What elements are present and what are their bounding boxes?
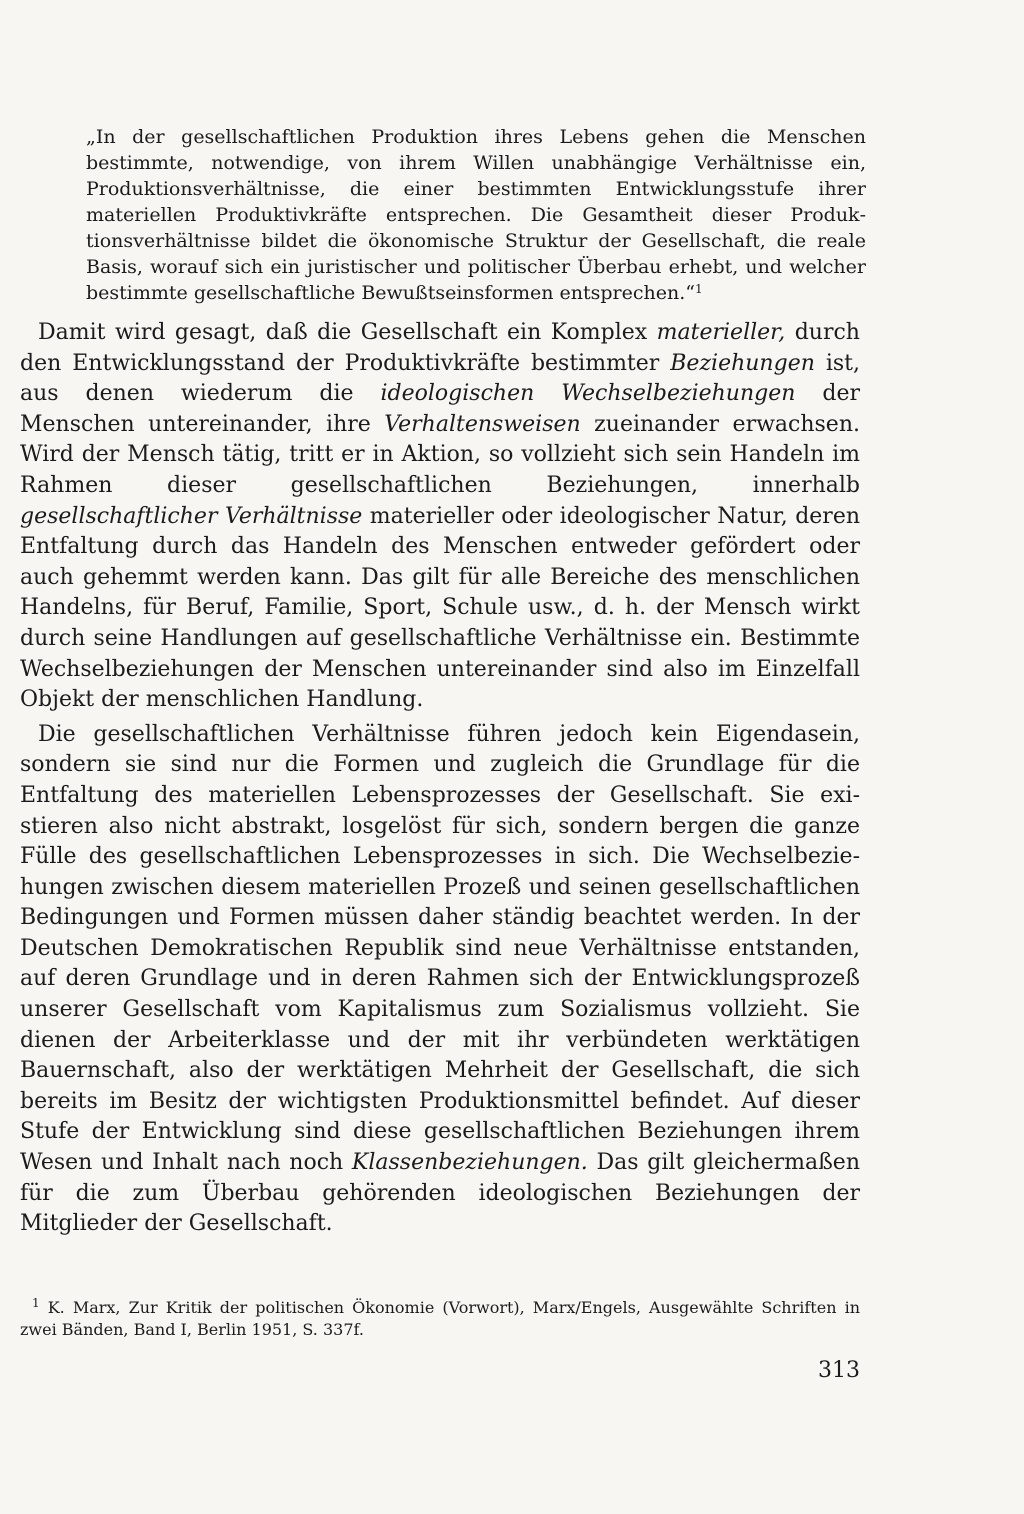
- paragraph-1-text: Damit wird gesagt, daß die Gesellschaft ein Komplex: [38, 320, 657, 345]
- emphasis-verhaltensweisen: Verhaltensweisen: [384, 411, 581, 437]
- paragraph-2: [20, 720, 860, 1240]
- paragraph-1: [20, 318, 860, 716]
- emphasis-beziehungen: Beziehungen: [670, 350, 815, 376]
- paragraph-2-text: Das gilt gleichermaßen für die zum Überbau gehörenden ideologischen Beziehungen der Mitglieder der Gesellschaft.: [20, 1150, 860, 1237]
- body-text: [20, 318, 860, 1240]
- footnote: [20, 1297, 860, 1341]
- emphasis-gesellschaftlicher-verhaeltnisse: gesellschaftlicher Verhältnisse: [20, 503, 363, 529]
- paragraph-1-text: zueinander erwachsen. Wird der Mensch tätig, tritt er in Aktion, so vollzieht sich sein Handeln im Rahmen dieser gesellschaftlichen Beziehungen, innerhalb: [20, 411, 860, 498]
- paragraph-1-text: ist, aus denen wiederum die: [20, 350, 860, 407]
- footnote-marker: 1: [32, 1296, 40, 1310]
- emphasis-ideologische-wechselbeziehungen: ideologischen Wechselbeziehungen: [380, 381, 796, 407]
- page-number: 313: [818, 1358, 860, 1383]
- emphasis-klassenbeziehungen: Klassenbeziehungen.: [351, 1150, 588, 1176]
- emphasis-materieller: materieller,: [656, 320, 786, 345]
- footnote-text: K. Marx, Zur Kritik der politischen Ökonomie (Vorwort), Marx/Engels, Ausgewählte Schriften in zwei Bänden, Band I, Berlin 1951, S. 337f.: [20, 1298, 860, 1339]
- footnote-paragraph: [20, 1297, 860, 1341]
- paragraph-1-text: materieller oder ideologischer Natur, deren Entfaltung durch das Handeln des Menschen entweder gefördert oder auch gehemmt werden kann. Das gilt für alle Bereiche des menschlichen Handelns, für Beruf, Familie, Sport, Schule usw., d. h. der Mensch wirkt durch seine Handlungen auf gesellschaftliche Verhältnisse ein. Bestimmte Wechselbeziehungen der Menschen untereinander sind also im Einzelfall Objekt der menschlichen Handlung.: [20, 503, 861, 713]
- block-quote: [86, 124, 866, 306]
- paragraph-2-text: Die gesellschaftlichen Verhältnisse führen jedoch kein Eigendasein, sondern sie sind nur die Formen und zugleich die Grundlage für die Entfaltung des materiellen Lebensprozesses der Gesellschaft. Sie existieren also nicht abstrakt, losgelöst für sich, sondern bergen die ganze Fülle des gesellschaftlichen Lebensprozesses in sich. Die Wechselbeziehungen zwischen diesem materiellen Prozeß und seinen gesellschaftlichen Bedingungen und Formen müssen daher ständig beachtet werden. In der Deutschen Demokratischen Republik sind neue Verhältnisse entstanden, auf deren Grundlage und in deren Rahmen sich der Entwicklungsprozeß unserer Gesellschaft vom Kapitalismus zum Sozialismus vollzieht. Sie dienen der Arbeiterklasse und der mit ihr verbündeten werktätigen Bauernschaft, also der werktätigen Mehrheit der Gesellschaft, die sich bereits im Besitz der wichtigsten Produktionsmittel befindet. Auf dieser Stufe der Entwicklung sind diese gesellschaftlichen Beziehungen ihrem Wesen und Inhalt nach noch: [20, 721, 860, 1176]
- paragraph-1-text: der Menschen untereinander, ihre: [20, 381, 860, 437]
- quote-text: „In der gesellschaftlichen Produktion ihres Lebens gehen die Menschen bestimmte, notwendige, von ihrem Willen unabhängige Verhältnisse ein, Produktionsverhältnisse, die einer bestimmten Entwicklungsstufe ihrer materiellen Produktivkräfte entsprechen. Die Gesamtheit dieser Produktionsverhältnisse bildet die ökonomische Struktur der Gesellschaft, die reale Basis, worauf sich ein juristischer und politischer Überbau erhebt, und welcher bestimmte gesellschaftliche Bewußtseinsformen entsprechen.“: [86, 126, 866, 304]
- footnote-reference: 1: [694, 282, 703, 296]
- quote-paragraph: [86, 124, 866, 306]
- paragraph-1-text: durch den Entwicklungsstand der Produktivkräfte bestimmter: [20, 320, 860, 376]
